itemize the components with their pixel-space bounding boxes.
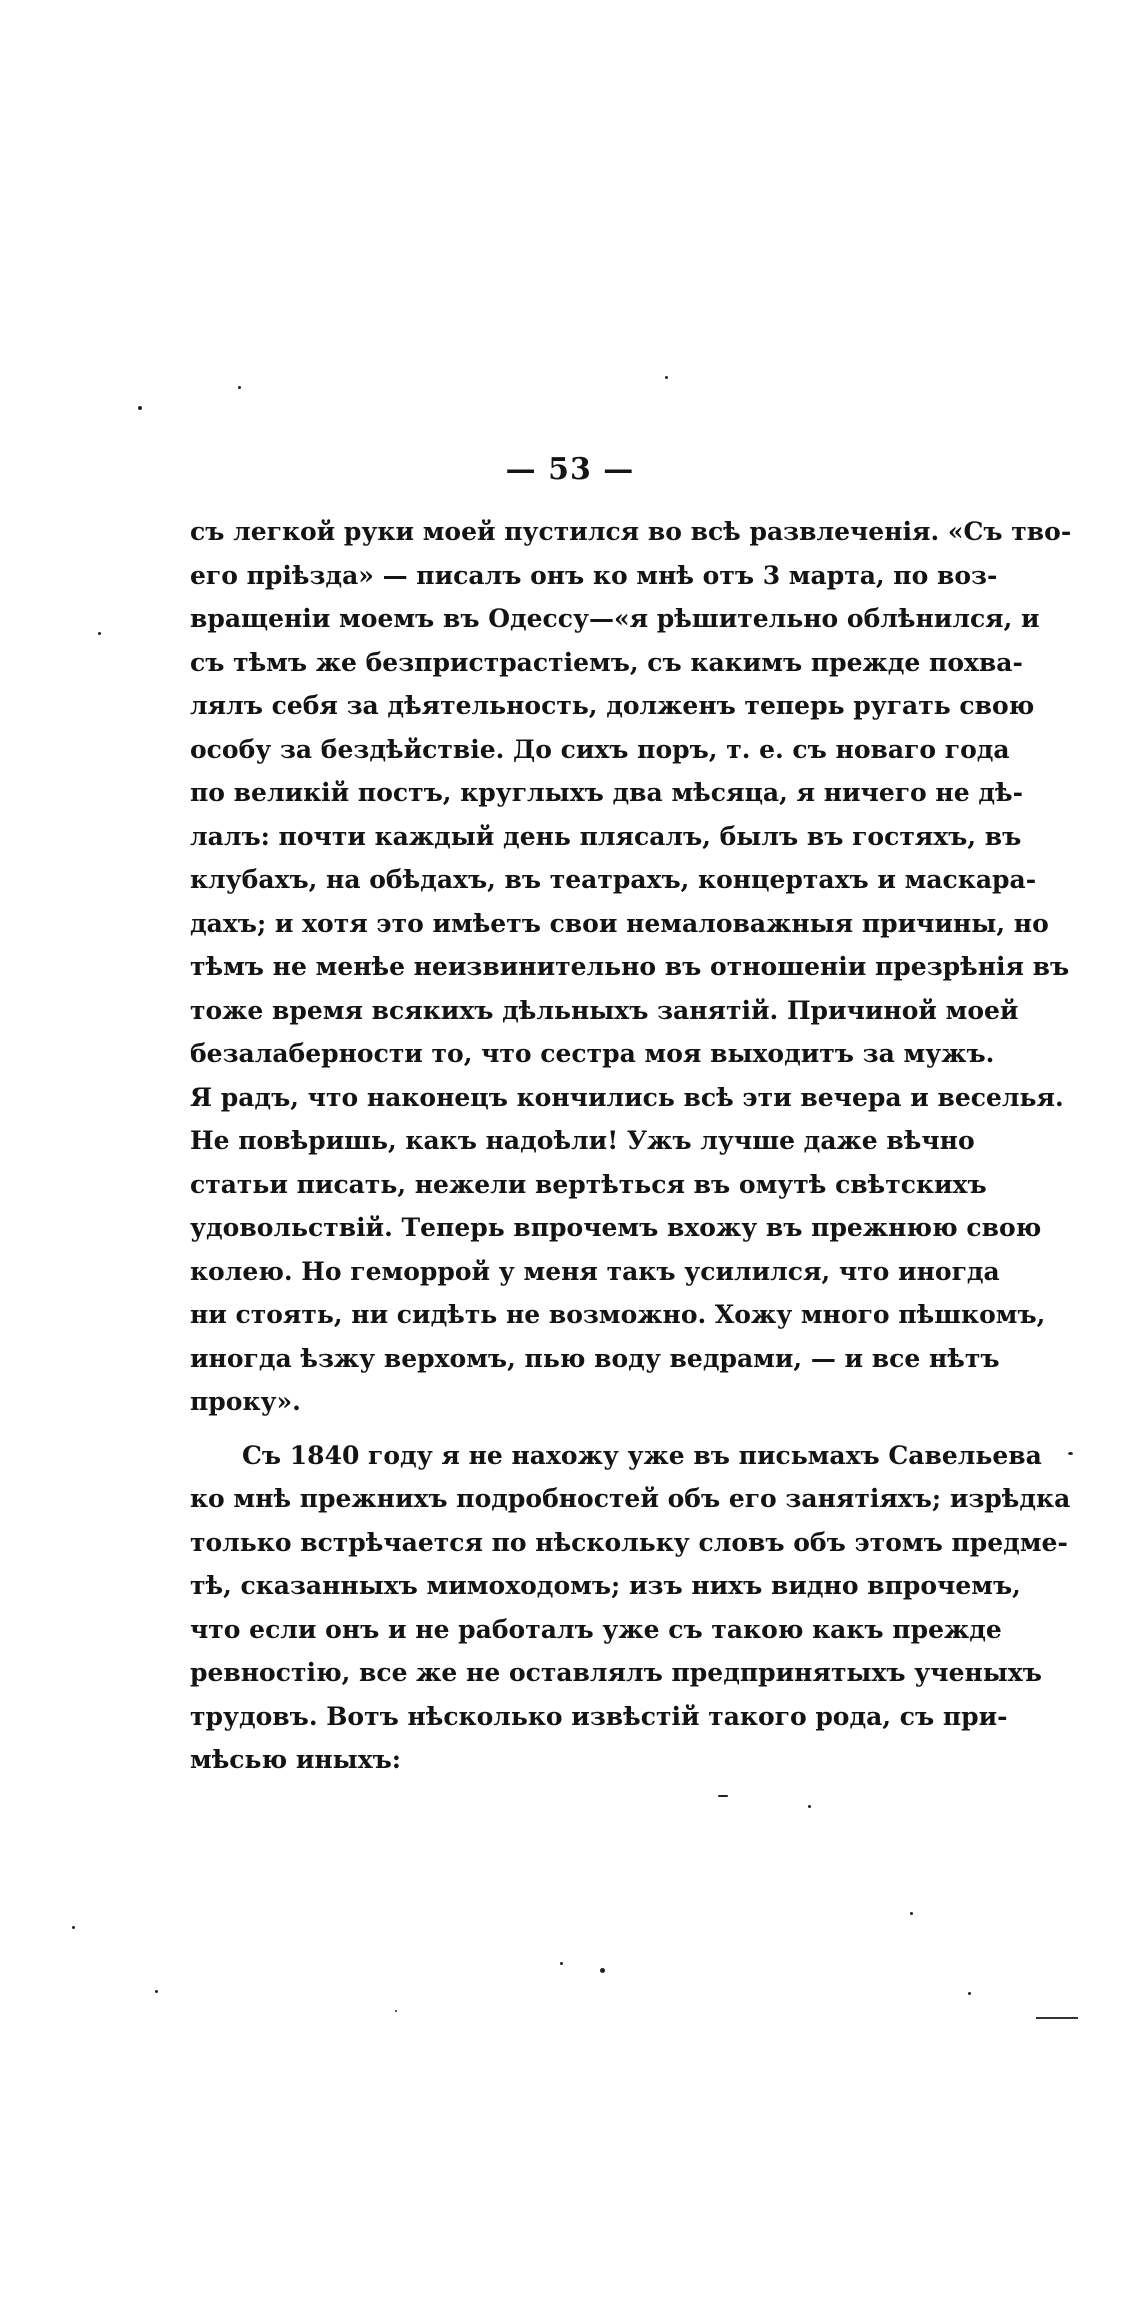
text-line: клубахъ, на обѣдахъ, въ театрахъ, концертахъ и маскара- [190, 865, 1037, 894]
scan-speck [968, 1992, 971, 1995]
scan-speck [600, 1968, 605, 1973]
scan-speck [1068, 1452, 1073, 1455]
text-line: статьи писать, нежели вертѣться въ омутѣ свѣтскихъ [190, 1169, 987, 1199]
text-line: особу за бездѣйствіе. До сихъ поръ, т. е. съ новаго года [190, 734, 1010, 764]
text-line: тѣмъ не менѣе неизвинительно въ отношеніи презрѣнія въ [190, 952, 1070, 981]
text-line: Не повѣришь, какъ надоѣли! Ужъ лучше даже вѣчно [190, 1126, 975, 1155]
paragraph-gap [190, 1424, 965, 1434]
body-text [190, 510, 1072, 1782]
text-line: Я радъ, что наконецъ кончились всѣ эти вечера и веселья. [190, 1082, 1064, 1112]
text-line: колею. Но геморрой у меня такъ усилился, что иногда [190, 1256, 1000, 1286]
scan-speck [238, 386, 241, 389]
text-line: проку». [190, 1387, 301, 1416]
text-line: только встрѣчается по нѣскольку словъ объ этомъ предме- [190, 1527, 1068, 1557]
text-line: ревностію, все же не оставлялъ предпринятыхъ ученыхъ [190, 1658, 1042, 1687]
text-line: иногда ѣзжу верхомъ, пью воду ведрами, — и все нѣтъ [190, 1343, 1000, 1373]
paragraph-1 [190, 510, 1072, 1424]
paragraph-2 [190, 1434, 1071, 1782]
stray-rule [1036, 2017, 1078, 2019]
text-line: его пріѣзда» — писалъ онъ ко мнѣ отъ 3 марта, по воз- [190, 560, 998, 590]
scan-speck [718, 1795, 728, 1797]
text-line: дахъ; и хотя это имѣетъ свои немаловажныя причины, но [190, 908, 1049, 938]
text-line: Съ 1840 году я не нахожу уже въ письмахъ Савельева [242, 1440, 1042, 1470]
text-line: тоже время всякихъ дѣльныхъ занятій. Причиной моей [190, 995, 1019, 1025]
text-line: лалъ: почти каждый день плясалъ, былъ въ гостяхъ, въ [190, 821, 1022, 851]
text-line: по великій постъ, круглыхъ два мѣсяца, я ничего не дѣ- [190, 778, 1023, 807]
text-line: тѣ, сказанныхъ мимоходомъ; изъ нихъ видно впрочемъ, [190, 1571, 1021, 1600]
scan-speck [808, 1805, 811, 1808]
text-line: ко мнѣ прежнихъ подробностей объ его занятіяхъ; изрѣдка [190, 1484, 1071, 1513]
text-line: удовольствій. Теперь впрочемъ вхожу въ прежнюю свою [190, 1213, 1042, 1242]
text-line: вращеніи моемъ въ Одессу—«я рѣшительно облѣнился, и [190, 604, 1040, 633]
scan-speck [665, 376, 668, 379]
text-line: съ тѣмъ же безпристрастіемъ, съ какимъ прежде похва- [190, 647, 1023, 677]
scan-speck [155, 1990, 158, 1993]
text-line: мѣсью иныхъ: [190, 1745, 402, 1774]
text-line: съ легкой руки моей пустился во всѣ развлеченія. «Съ тво- [190, 517, 1072, 546]
page-number: — 53 — [505, 452, 635, 487]
text-line: трудовъ. Вотъ нѣсколько извѣстій такого рода, съ при- [190, 1701, 1008, 1731]
scan-speck [98, 632, 101, 635]
text-line: безалаберности то, что сестра моя выходитъ за мужъ. [190, 1039, 995, 1068]
scan-speck [560, 1962, 563, 1965]
scan-speck [138, 406, 142, 410]
scan-speck [72, 1926, 75, 1929]
text-line: что если онъ и не работалъ уже съ такою какъ прежде [190, 1614, 1002, 1644]
text-line: ни стоять, ни сидѣть не возможно. Хожу много пѣшкомъ, [190, 1300, 1046, 1329]
scan-speck [395, 2010, 397, 2012]
scan-speck [910, 1912, 913, 1915]
text-line: лялъ себя за дѣятельность, долженъ теперь ругать свою [190, 691, 1035, 720]
